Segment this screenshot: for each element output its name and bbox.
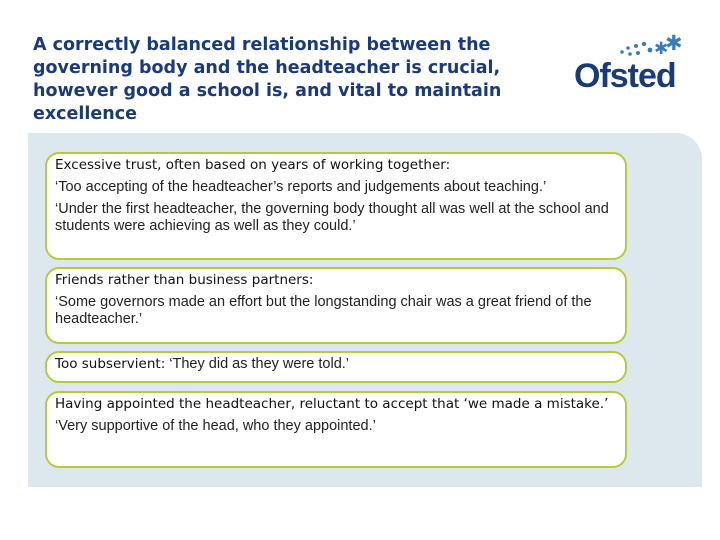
finding-box-friends — [45, 267, 627, 344]
finding-box-appointed — [45, 391, 627, 468]
finding-quote: ‘They did as they were told.’ — [165, 356, 350, 372]
logo-text: Ofsted — [574, 57, 676, 92]
slide-title: A correctly balanced relationship between the governing body and the headteacher is crucial, however good a school is, and vital to maintain excellence — [33, 35, 502, 124]
finding-box-trust — [45, 152, 627, 260]
logo-stars-icon — [620, 34, 682, 59]
finding-heading-line — [55, 356, 617, 373]
finding-quote: ‘Too accepting of the headteacher’s reports and judgements about teaching.’ — [55, 179, 547, 195]
finding-quote: ‘Very supportive of the head, who they appointed.’ — [55, 418, 376, 434]
finding-heading: Too subservient: — [55, 356, 166, 372]
svg-text:✱: ✱ — [665, 34, 683, 55]
finding-quote: ‘Some governors made an effort but the longstanding chair was a great friend of the headteacher.’ — [55, 294, 592, 327]
finding-box-subservient — [45, 351, 627, 383]
finding-heading: Having appointed the headteacher, reluctant to accept that ‘we made a mistake.’ — [55, 396, 609, 412]
ofsted-logo — [572, 34, 684, 92]
finding-heading: Friends rather than business partners: — [55, 272, 314, 288]
finding-heading: Excessive trust, often based on years of working together: — [55, 157, 451, 173]
finding-quote: ‘Under the first headteacher, the governing body thought all was well at the school and students were achieving as well as they could.’ — [55, 201, 609, 234]
svg-text:✱: ✱ — [654, 39, 669, 59]
